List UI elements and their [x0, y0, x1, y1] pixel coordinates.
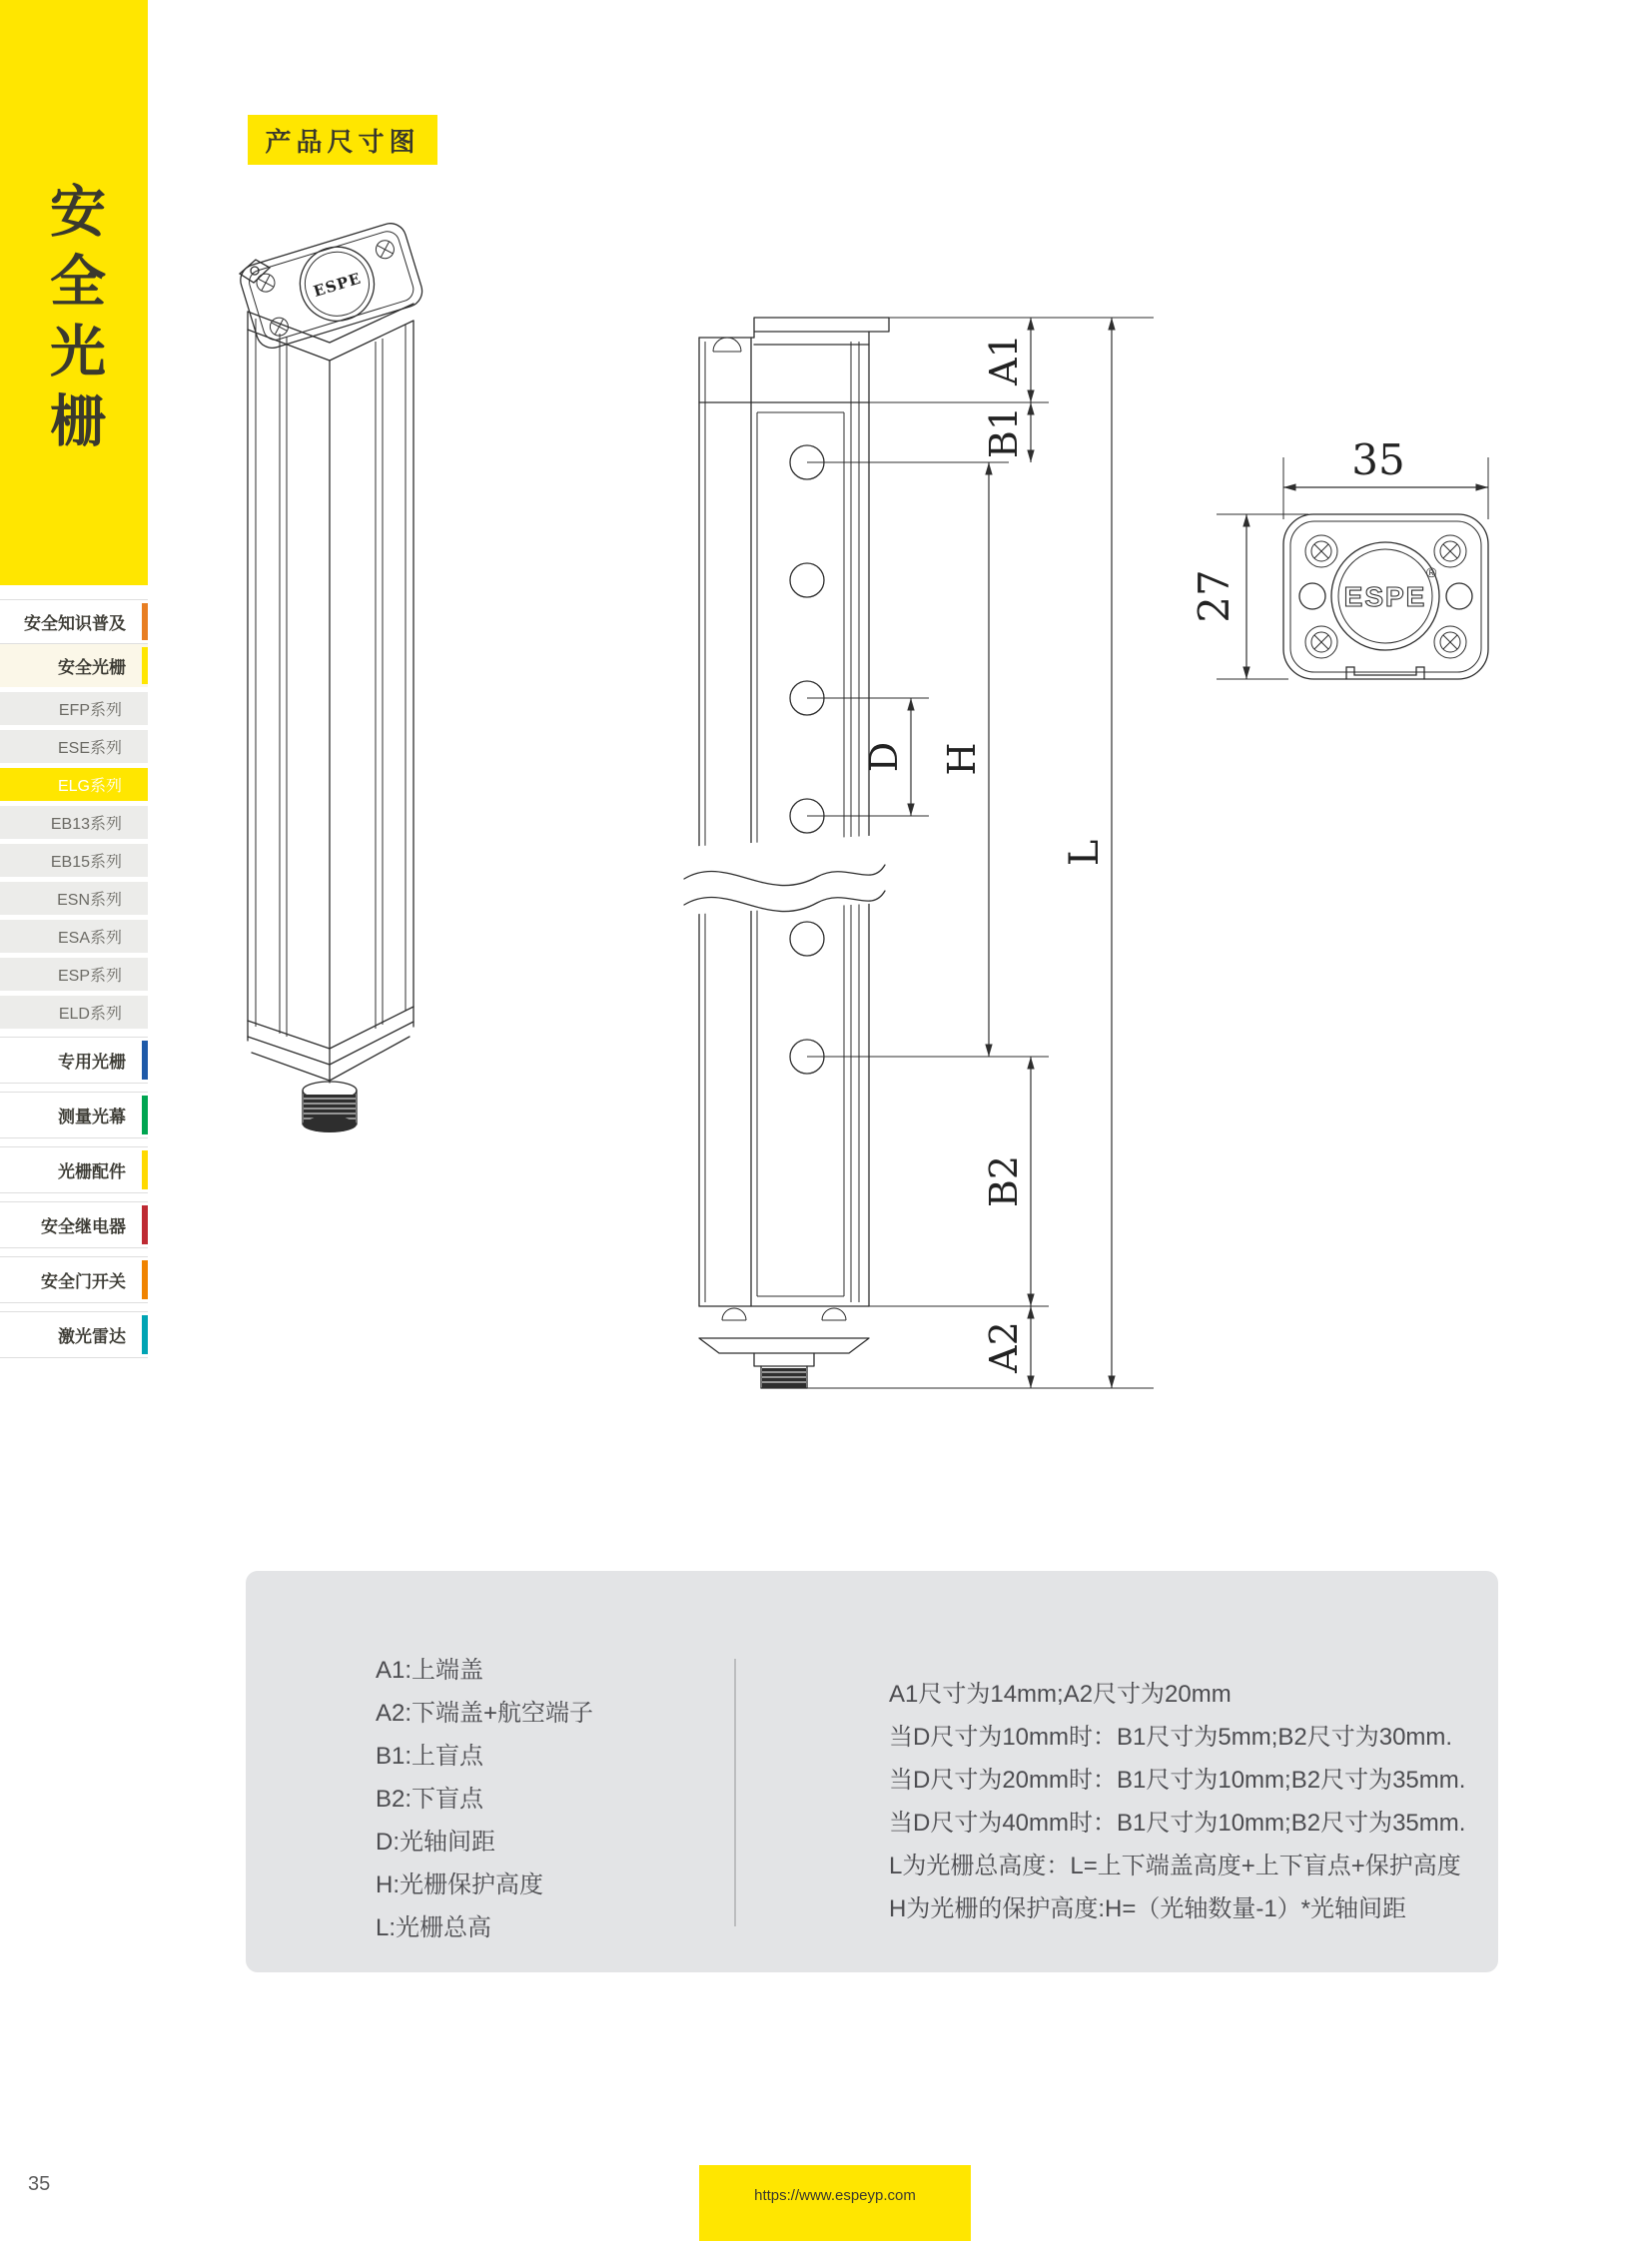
- definition-item: A1:上端盖: [376, 1657, 484, 1684]
- sidebar-item-label: 光栅配件: [58, 1162, 126, 1181]
- sidebar-item-label: 激光雷达: [58, 1327, 126, 1346]
- definition-item: L:光栅总高: [376, 1914, 492, 1941]
- sidebar-item-eld[interactable]: ELD系列: [0, 996, 148, 1029]
- dim-label-h: H: [940, 742, 984, 776]
- sidebar-nav: [0, 599, 148, 1358]
- sidebar-item-safety-knowledge[interactable]: [0, 599, 148, 643]
- accent-bar: [142, 647, 148, 684]
- front-view: [684, 318, 889, 1388]
- accent-bar: [142, 1205, 148, 1244]
- spec-item: 当D尺寸为10mm时：B1尺寸为5mm;B2尺寸为30mm.: [889, 1724, 1453, 1751]
- sidebar-item-special-light-curtain[interactable]: [0, 1037, 148, 1084]
- footer-url[interactable]: https://www.espeyp.com: [754, 2187, 916, 2204]
- notes-panel: [246, 1571, 1498, 1972]
- isometric-view: [237, 220, 426, 1132]
- notes-divider: [734, 1659, 736, 1926]
- spec-item: 当D尺寸为40mm时：B1尺寸为10mm;B2尺寸为35mm.: [889, 1810, 1466, 1837]
- logo-text-top: ESPE: [311, 269, 364, 302]
- dimension-specs: [889, 1673, 1465, 1930]
- definition-item: B2:下盲点: [376, 1786, 484, 1813]
- footer-url-badge[interactable]: [699, 2165, 971, 2241]
- sidebar-item-lidar[interactable]: [0, 1311, 148, 1358]
- dimension-drawing: [180, 190, 1538, 1428]
- sidebar-item-label: 安全门开关: [41, 1272, 126, 1291]
- spec-item: 当D尺寸为20mm时：B1尺寸为10mm;B2尺寸为35mm.: [889, 1767, 1466, 1794]
- accent-bar: [142, 1315, 148, 1354]
- sidebar-item-safety-relay[interactable]: [0, 1201, 148, 1248]
- sidebar-item-accessories[interactable]: [0, 1146, 148, 1193]
- dim-label-cap-height: 27: [1190, 569, 1239, 623]
- sidebar-item-label: 专用光栅: [58, 1053, 126, 1072]
- definition-item: D:光轴间距: [376, 1829, 495, 1856]
- sidebar-item-label: 安全知识普及: [24, 614, 126, 633]
- sidebar-item-esa[interactable]: ESA系列: [0, 920, 148, 953]
- accent-bar: [142, 1150, 148, 1189]
- accent-bar: [142, 1096, 148, 1134]
- accent-bar: [142, 1260, 148, 1299]
- category-banner: [0, 0, 148, 585]
- sidebar-series-list: [0, 692, 148, 1029]
- sidebar-item-label: 安全光栅: [58, 658, 126, 677]
- sidebar-item-elg[interactable]: ELG系列: [0, 768, 148, 801]
- sidebar-item-efp[interactable]: EFP系列: [0, 692, 148, 725]
- dimension-definitions: [376, 1649, 593, 1949]
- sidebar-item-ese[interactable]: ESE系列: [0, 730, 148, 763]
- dim-label-d: D: [862, 741, 906, 773]
- page-number: 35: [28, 2173, 51, 2195]
- spec-item: L为光栅总高度：L=上下端盖高度+上下盲点+保护高度: [889, 1853, 1461, 1879]
- sidebar-item-esn[interactable]: ESN系列: [0, 882, 148, 915]
- end-cap-view: [1190, 435, 1488, 679]
- section-title-badge: [248, 115, 437, 165]
- logo-reg-mark: ®: [1426, 564, 1437, 580]
- dim-label-l: L: [1062, 839, 1108, 867]
- sidebar-item-safety-door-switch[interactable]: [0, 1256, 148, 1303]
- accent-bar: [142, 1041, 148, 1080]
- section-title: 产品尺寸图: [265, 126, 420, 157]
- sidebar-item-esp[interactable]: ESP系列: [0, 958, 148, 991]
- sidebar-item-safety-light-curtain[interactable]: [0, 643, 148, 687]
- sidebar-item-label: 安全继电器: [41, 1217, 126, 1236]
- sidebar-item-eb15[interactable]: EB15系列: [0, 844, 148, 877]
- sidebar-item-eb13[interactable]: EB13系列: [0, 806, 148, 839]
- definition-item: B1:上盲点: [376, 1743, 484, 1770]
- dim-label-a1: A1: [982, 334, 1026, 385]
- definition-item: A2:下端盖+航空端子: [376, 1700, 594, 1727]
- dim-label-b1: B1: [982, 405, 1026, 459]
- dim-label-cap-width: 35: [1351, 435, 1405, 484]
- spec-item: H为光栅的保护高度:H=（光轴数量-1）*光轴间距: [889, 1895, 1407, 1922]
- sidebar-item-measuring-curtain[interactable]: [0, 1092, 148, 1138]
- sidebar-item-label: 测量光幕: [58, 1108, 126, 1126]
- logo-text-cap: ESPE: [1343, 581, 1427, 612]
- accent-bar: [142, 603, 148, 640]
- dim-label-b2: B2: [982, 1154, 1026, 1208]
- spec-item: A1尺寸为14mm;A2尺寸为20mm: [889, 1681, 1232, 1708]
- definition-item: H:光栅保护高度: [376, 1871, 543, 1898]
- banner-title: 安全光栅: [43, 182, 106, 461]
- dim-label-a2: A2: [982, 1321, 1026, 1373]
